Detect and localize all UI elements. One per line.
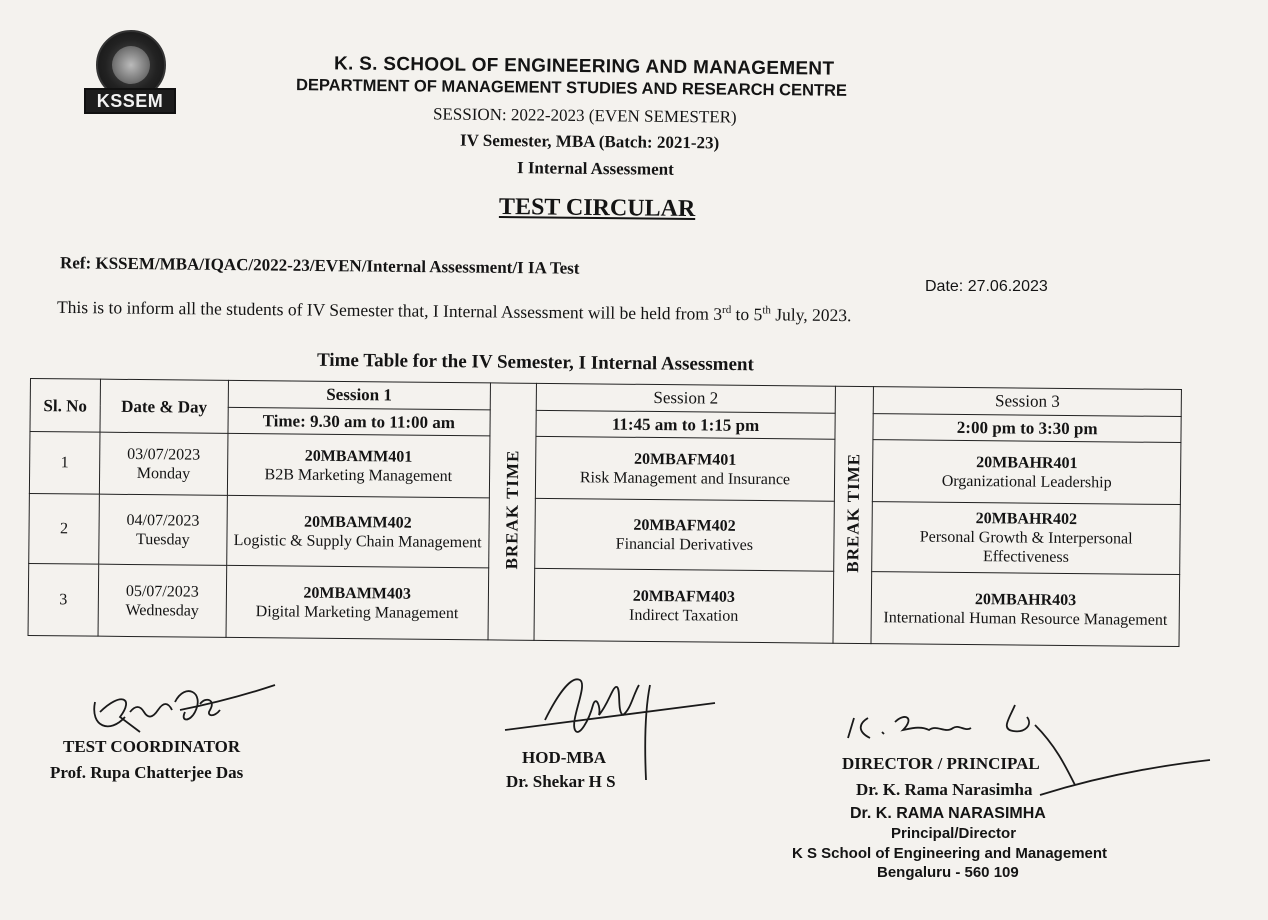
session-1-cell	[226, 565, 488, 640]
notice-text	[57, 297, 852, 326]
page-title: TEST CIRCULAR	[498, 193, 696, 223]
header-session-3-time: 2:00 pm to 3:30 pm	[873, 413, 1181, 442]
subject-name: Digital Marketing Management	[255, 602, 459, 622]
department-name: DEPARTMENT OF MANAGEMENT STUDIES AND RESEARCH CENTRE	[295, 76, 848, 100]
notice-prefix: This is to inform all the students of IV Semester that, I Internal Assessment will be held from 3	[56, 296, 723, 324]
row-sl: 2	[29, 493, 100, 564]
session-line: SESSION: 2022-2023 (EVEN SEMESTER)	[432, 104, 737, 127]
header-session-3: Session 3	[873, 387, 1181, 416]
header-session-1-time: Time: 9.30 am to 11:00 am	[228, 407, 490, 436]
session-3-cell	[873, 440, 1181, 505]
session-1-cell	[227, 495, 489, 568]
director-role: DIRECTOR / PRINCIPAL	[842, 754, 1040, 773]
semester-line: IV Semester, MBA (Batch: 2021-23)	[459, 130, 720, 153]
subject-name: B2B Marketing Management	[264, 465, 453, 485]
row-day: Monday	[136, 464, 191, 483]
reference-number: Ref: KSSEM/MBA/IQAC/2022-23/EVEN/Internal Assessment/I IA Test	[59, 253, 580, 278]
subject-code: 20MBAHR401	[976, 453, 1078, 472]
session-2-cell	[534, 568, 834, 643]
table-caption: Time Table for the IV Semester, I Internal Assessment	[316, 349, 754, 376]
session-2-cell	[535, 436, 835, 501]
subject-name: Financial Derivatives	[615, 535, 754, 554]
hod-role: HOD-MBA	[522, 748, 607, 767]
notice-sup-th: th	[762, 304, 772, 317]
subject-code: 20MBAFM403	[632, 587, 736, 606]
subject-code: 20MBAMM402	[304, 513, 412, 532]
break-column-1	[488, 383, 536, 640]
session-1-cell	[227, 433, 489, 498]
session-2-cell	[534, 498, 834, 571]
director-name: Dr. K. Rama Narasimha	[856, 780, 1033, 799]
subject-name: Indirect Taxation	[629, 606, 739, 625]
subject-name: Organizational Leadership	[941, 472, 1112, 491]
timetable	[28, 378, 1182, 647]
stamp-title: Principal/Director	[891, 825, 1017, 842]
row-date: 03/07/2023	[127, 445, 201, 464]
header-session-1: Session 1	[228, 380, 490, 409]
header-session-2: Session 2	[536, 383, 836, 412]
subject-code: 20MBAFM402	[633, 516, 736, 535]
subject-name: Risk Management and Insurance	[579, 468, 791, 488]
stamp-address: Bengaluru - 560 109	[877, 864, 1019, 881]
subject-name: Logistic & Supply Chain Management	[233, 531, 482, 551]
row-day: Tuesday	[135, 530, 190, 549]
subject-name: Personal Growth & Interpersonal Effectiveness	[919, 528, 1133, 566]
break-time-label: BREAK TIME	[501, 449, 522, 570]
header-session-2-time: 11:45 am to 1:15 pm	[536, 410, 836, 439]
row-date-day	[99, 432, 228, 495]
institution-name: K. S. SCHOOL OF ENGINEERING AND MANAGEMENT	[333, 53, 835, 80]
break-column-2	[833, 386, 873, 643]
stamp-institution: K S School of Engineering and Management	[792, 845, 1108, 862]
hod-name: Dr. Shekar H S	[506, 772, 616, 791]
row-date: 05/07/2023	[125, 582, 199, 601]
table-row	[29, 493, 1181, 574]
subject-code: 20MBAHR402	[975, 510, 1078, 529]
row-date: 04/07/2023	[126, 511, 200, 530]
break-time-label: BREAK TIME	[843, 452, 864, 573]
row-date-day	[99, 494, 228, 565]
assessment-line: I Internal Assessment	[516, 158, 674, 179]
session-3-cell	[872, 502, 1180, 575]
notice-mid: to 5	[731, 303, 763, 325]
session-3-cell	[871, 572, 1179, 647]
subject-code: 20MBAHR403	[974, 590, 1077, 609]
kssem-logo	[84, 30, 176, 115]
notice-suffix: July, 2023.	[770, 304, 852, 326]
table-row	[29, 432, 1181, 505]
row-sl: 1	[29, 432, 100, 495]
subject-code: 20MBAMM401	[304, 447, 413, 466]
coordinator-signature	[80, 672, 280, 742]
subject-name: International Human Resource Management	[883, 608, 1168, 629]
subject-code: 20MBAMM403	[303, 584, 412, 603]
coordinator-name: Prof. Rupa Chatterjee Das	[50, 763, 244, 782]
row-day: Wednesday	[125, 601, 199, 620]
subject-code: 20MBAFM401	[634, 450, 737, 469]
header-sl-no: Sl. No	[30, 379, 100, 433]
header-date-day: Date & Day	[100, 379, 228, 433]
row-date-day	[98, 564, 227, 637]
coordinator-role: TEST COORDINATOR	[63, 737, 241, 756]
stamp-name: Dr. K. RAMA NARASIMHA	[850, 805, 1046, 822]
logo-text: KSSEM	[84, 88, 176, 114]
row-sl: 3	[28, 563, 99, 636]
notice-sup-rd: rd	[722, 303, 732, 317]
table-row	[28, 563, 1180, 646]
circular-date: Date: 27.06.2023	[925, 278, 1048, 295]
